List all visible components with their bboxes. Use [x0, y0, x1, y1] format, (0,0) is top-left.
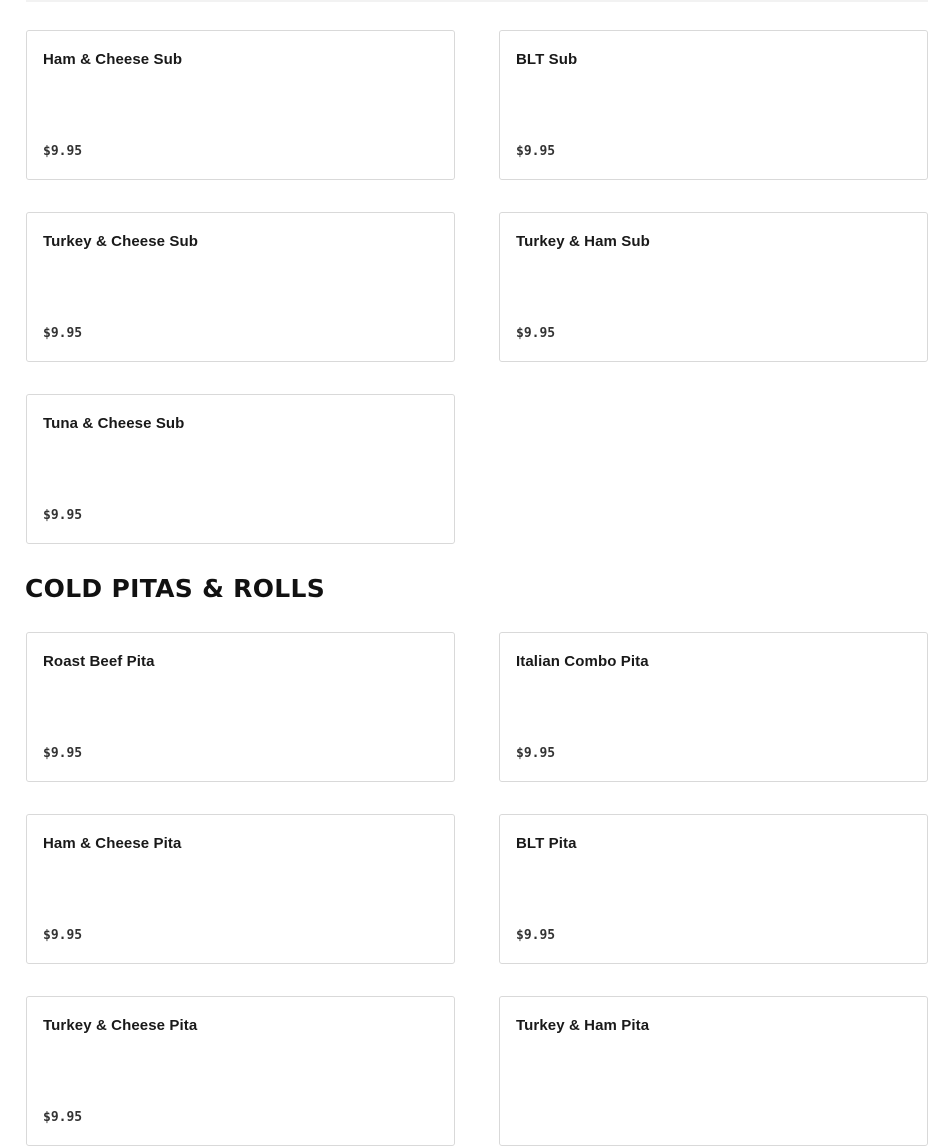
menu-item-price: $9.95: [516, 928, 556, 943]
menu-item-card[interactable]: [499, 632, 928, 782]
menu-item-price: $9.95: [43, 326, 83, 341]
menu-item-price: $9.95: [43, 144, 83, 159]
menu-section-cold-pitas: [26, 632, 928, 1146]
menu-item-name: Ham & Cheese Pita: [43, 835, 182, 852]
menu-item-name: Ham & Cheese Sub: [43, 51, 183, 68]
menu-item-card[interactable]: [26, 30, 455, 180]
menu-item-card[interactable]: [26, 394, 455, 544]
menu-item-card[interactable]: [499, 996, 928, 1146]
section-title-cold-pitas: COLD PITAS & ROLLS: [25, 574, 326, 603]
menu-item-name: Italian Combo Pita: [516, 653, 649, 670]
menu-item-price: $9.95: [43, 746, 83, 761]
menu-item-card[interactable]: [26, 814, 455, 964]
menu-item-name: Tuna & Cheese Sub: [43, 415, 185, 432]
menu-item-name: Turkey & Ham Sub: [516, 233, 650, 250]
menu-item-price: $9.95: [43, 1110, 83, 1125]
menu-item-price: $9.95: [516, 746, 556, 761]
menu-item-card[interactable]: [26, 632, 455, 782]
menu-item-name: Turkey & Cheese Sub: [43, 233, 199, 250]
section-divider: [26, 0, 928, 2]
menu-item-card[interactable]: [499, 814, 928, 964]
menu-item-name: Turkey & Cheese Pita: [43, 1017, 198, 1034]
menu-item-name: BLT Sub: [516, 51, 578, 68]
menu-item-card[interactable]: [26, 996, 455, 1146]
menu-item-card[interactable]: [499, 30, 928, 180]
menu-section-subs: [26, 30, 928, 544]
menu-item-card[interactable]: [26, 212, 455, 362]
menu-item-name: Turkey & Ham Pita: [516, 1017, 650, 1034]
menu-item-name: BLT Pita: [516, 835, 577, 852]
menu-item-name: Roast Beef Pita: [43, 653, 155, 670]
menu-item-price: $9.95: [516, 326, 556, 341]
menu-item-price: $9.95: [43, 928, 83, 943]
menu-item-price: $9.95: [516, 144, 556, 159]
menu-item-card[interactable]: [499, 212, 928, 362]
menu-item-price: $9.95: [43, 508, 83, 523]
